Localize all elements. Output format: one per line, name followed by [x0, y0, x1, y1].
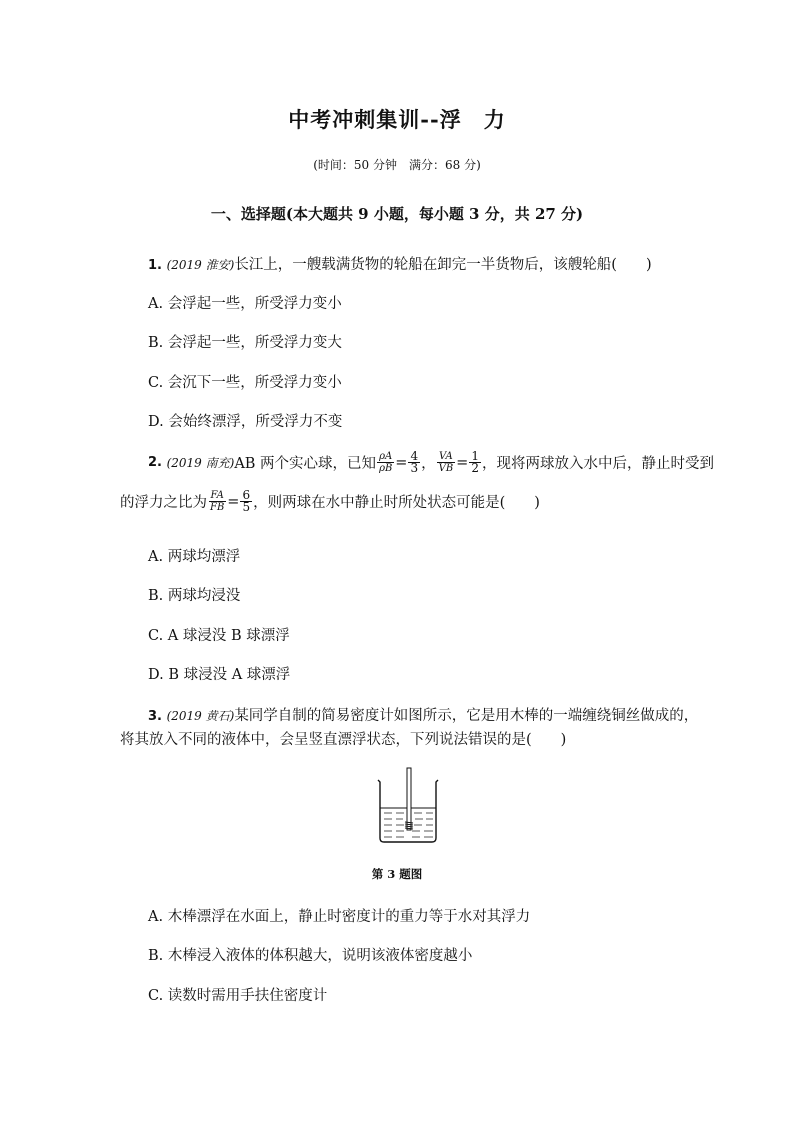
option-a: A. 木棒漂浮在水面上，静止时密度计的重力等于水对其浮力 [148, 909, 531, 925]
wooden-stick [407, 768, 411, 830]
option-a: A. 两球均漂浮 [148, 549, 241, 565]
section-heading: 一、选择题(本大题共 9 小题，每小题 3 分，共 27 分) [210, 205, 584, 223]
question-text: 长江上，一艘载满货物的轮船在卸完一半货物后，该艘轮船( ) [234, 257, 652, 273]
question-text: 某同学自制的简易密度计如图所示，它是用木棒的一端缠绕铜丝做成的， [234, 708, 699, 724]
question-3-line2: 将其放入不同的液体中，会呈竖直漂浮状态，下列说法错误的是( ) [120, 732, 567, 748]
option-b: B. 两球均浸没 [148, 588, 241, 604]
question-source: (2019 淮安) [166, 258, 235, 272]
option-d: D. 会始终漂浮，所受浮力不变 [148, 414, 343, 430]
option-c: C. 读数时需用手扶住密度计 [148, 988, 328, 1004]
volume-ratio: $\frac{VA}{VB}$ [438, 451, 454, 474]
question-source: (2019 南充) [166, 456, 235, 470]
option-b: B. 木棒浸入液体的体积越大，说明该液体密度越小 [148, 948, 473, 964]
option-a: A. 会浮起一些，所受浮力变小 [148, 296, 342, 312]
question-number: 3. [148, 709, 162, 724]
page-title: 中考冲刺集训--浮 力 [288, 107, 506, 132]
exam-info: (时间：50 分钟 满分：68 分) [313, 158, 481, 172]
question-2: 2. (2019 南充) AB 两个实心球，已知 $\frac{\rho A}{\rho B}$ = $\frac{4}{3}$ ， $\frac{VA}{VB}$ = $\frac{1}{2}$ ，现将两球放入水中后，静止时受到 [148, 449, 714, 475]
density-ratio: $\frac{\rho A}{\rho B}$ [379, 451, 393, 474]
question-source: (2019 黄石) [166, 709, 235, 723]
question-3 [148, 704, 698, 725]
buoyancy-ratio: $\frac{FA}{FB}$ [210, 490, 225, 513]
question-number: 2. [148, 455, 162, 470]
question-number: 1. [148, 258, 162, 273]
option-d: D. B 球浸没 A 球漂浮 [148, 667, 291, 683]
option-b: B. 会浮起一些，所受浮力变大 [148, 335, 342, 351]
question-1 [148, 253, 652, 274]
density-ratio-value: $\frac{4}{3}$ [410, 449, 419, 475]
buoyancy-ratio-value: $\frac{6}{5}$ [242, 488, 251, 514]
option-c: C. 会沉下一些，所受浮力变小 [148, 375, 342, 391]
volume-ratio-value: $\frac{1}{2}$ [471, 449, 479, 475]
question-text: AB 两个实心球，已知 [234, 456, 377, 472]
figure-caption: 第 3 题图 [371, 867, 423, 881]
question-2-line2: 的浮力之比为 $\frac{FA}{FB}$ = $\frac{6}{5}$ ，则两球在水中静止时所处状态可能是( ) [120, 488, 540, 514]
option-c: C. A 球浸没 B 球漂浮 [148, 628, 290, 644]
hydrometer-beaker-figure [370, 766, 450, 846]
